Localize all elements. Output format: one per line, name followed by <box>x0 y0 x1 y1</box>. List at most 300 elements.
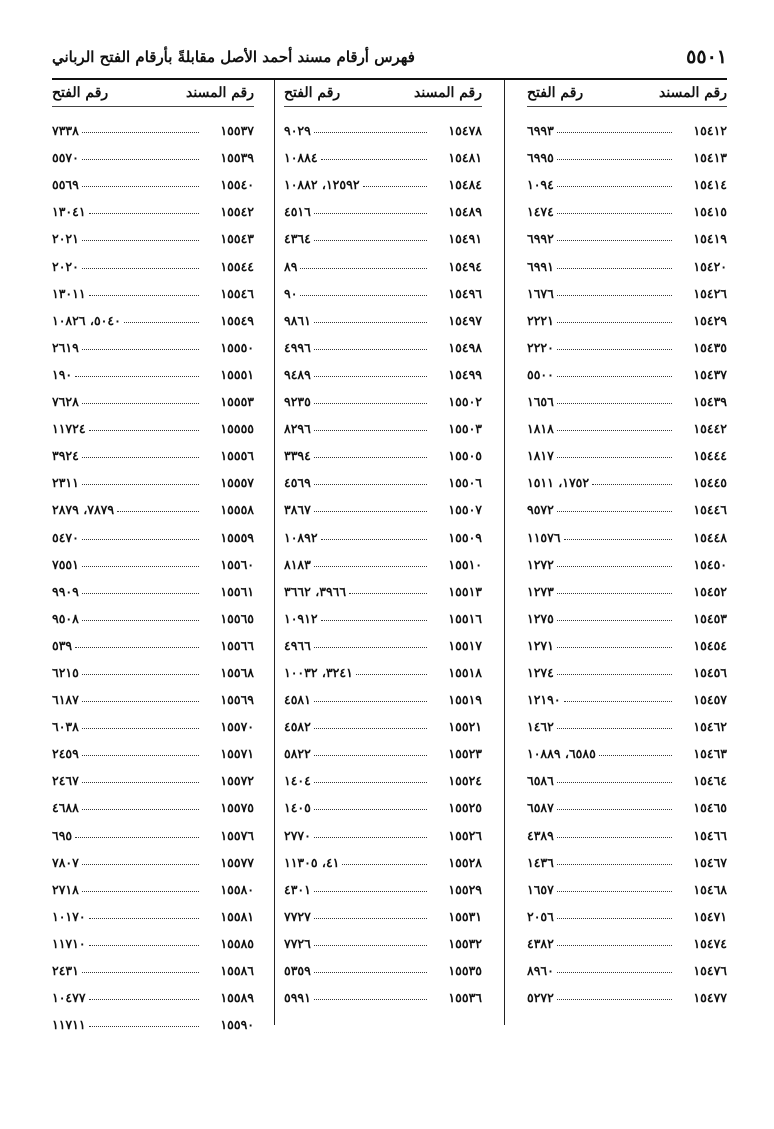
fath-number: ١٤٧٤ <box>527 204 554 220</box>
musnad-number: ١٥٤١٥ <box>693 204 727 220</box>
index-row <box>52 897 254 924</box>
dot-leader <box>82 864 199 865</box>
fath-number: ٥٤٧٠ <box>52 529 79 545</box>
column-header <box>527 80 727 107</box>
musnad-number: ١٥٥٣١ <box>448 908 482 924</box>
dot-leader <box>557 647 672 648</box>
index-row <box>527 490 727 517</box>
musnad-number: ١٥٤١٤ <box>693 177 727 193</box>
index-row <box>527 192 727 219</box>
musnad-number: ١٥٤٣٥ <box>693 339 727 355</box>
musnad-number: ١٥٤٦٤ <box>693 773 727 789</box>
dot-leader <box>557 322 672 323</box>
musnad-heading: رقم المسند <box>186 85 254 101</box>
musnad-number: ١٥٤٩١ <box>448 231 482 247</box>
index-row <box>527 111 727 138</box>
musnad-number: ١٥٥١٧ <box>448 637 482 653</box>
fath-number: ١١٧١٠ <box>52 935 86 951</box>
index-row <box>284 870 482 897</box>
fath-number: ٦٥٨٧ <box>527 800 554 816</box>
musnad-number: ١٥٤١٢ <box>693 123 727 139</box>
dot-leader <box>314 837 427 838</box>
running-title: فهرس أرقام مسند أحمد الأصل مقابلةً بأرقام الفتح الرباني <box>52 48 415 66</box>
musnad-number: ١٥٥٧٦ <box>220 827 254 843</box>
fath-number: ١٢٧١ <box>527 637 554 653</box>
fath-number: ٦٠٣٨ <box>52 719 79 735</box>
fath-number: ١٦٧٦ <box>527 285 554 301</box>
musnad-number: ١٥٥٦٦ <box>220 637 254 653</box>
fath-number: ٤٣٨٢ <box>527 935 554 951</box>
fath-number: ٤٩٩٦ <box>284 339 311 355</box>
index-row <box>527 274 727 301</box>
fath-number: ٥٣٥٩ <box>284 963 311 978</box>
fath-number: ٣٩٦٦، ٣٦٦٢ <box>284 583 347 599</box>
musnad-number: ١٥٥٢١ <box>448 719 482 735</box>
dot-leader <box>314 457 427 458</box>
musnad-number: ١٥٥٥٧ <box>220 475 254 491</box>
musnad-number: ١٥٥٨٠ <box>220 881 254 897</box>
musnad-number: ١٥٤٥٤ <box>693 637 727 653</box>
index-row <box>527 165 727 192</box>
index-row <box>52 572 254 599</box>
index-row <box>527 951 727 978</box>
musnad-number: ١٥٥١٦ <box>448 610 482 626</box>
fath-number: ١٠٩٤ <box>527 177 554 193</box>
dot-leader <box>314 322 427 323</box>
dot-leader <box>82 891 199 892</box>
index-row <box>284 626 482 653</box>
dot-leader <box>314 213 427 214</box>
index-row <box>527 328 727 355</box>
musnad-number: ١٥٥٥٩ <box>220 529 254 545</box>
index-columns <box>52 80 727 1110</box>
fath-number: ٦٢١٥ <box>52 664 79 680</box>
index-row <box>52 165 254 192</box>
index-row <box>52 246 254 273</box>
musnad-number: ١٥٥٦١ <box>220 583 254 599</box>
fath-number: ٢٧١٨ <box>52 881 79 897</box>
dot-leader <box>314 566 427 567</box>
index-row <box>527 707 727 734</box>
index-row <box>52 978 254 1005</box>
dot-leader <box>557 837 672 838</box>
dot-leader <box>89 1026 199 1027</box>
index-row <box>52 707 254 734</box>
fath-number: ١٦٥٧ <box>527 881 554 897</box>
fath-number: ٢٧٧٠ <box>284 827 311 843</box>
fath-number: ٤٥١٦ <box>284 204 311 220</box>
musnad-number: ١٥٥١٨ <box>448 664 482 680</box>
column-divider <box>274 80 275 1025</box>
fath-number: ٥٩٩١ <box>284 990 311 1006</box>
dot-leader <box>82 132 199 133</box>
fath-number: ٤٣٨٩ <box>527 827 554 843</box>
dot-leader <box>557 864 672 865</box>
dot-leader <box>314 891 427 892</box>
musnad-number: ١٥٤٤٦ <box>693 502 727 518</box>
musnad-number: ١٥٥٨١ <box>220 908 254 924</box>
musnad-number: ١٥٤٩٤ <box>448 258 482 274</box>
fath-number: ٦٥٨٥، ١٠٨٨٩ <box>527 746 596 762</box>
musnad-number: ١٥٥١٣ <box>448 583 482 599</box>
musnad-number: ١٥٤٥٠ <box>693 556 727 572</box>
dot-leader <box>349 593 427 594</box>
fath-number: ١٤٠٤ <box>284 773 311 789</box>
fath-number: ١٤٠٥ <box>284 800 311 816</box>
fath-number: ٨٩ <box>284 258 298 274</box>
index-row <box>52 870 254 897</box>
index-row <box>52 545 254 572</box>
dot-leader <box>117 511 199 512</box>
fath-number: ٥٥٧٠ <box>52 150 79 166</box>
index-row <box>284 517 482 544</box>
fath-number: ١٦٥٦ <box>527 394 554 410</box>
index-row <box>527 897 727 924</box>
musnad-number: ١٥٤٧٤ <box>693 935 727 951</box>
index-row <box>527 626 727 653</box>
musnad-number: ١٥٤٧٦ <box>693 963 727 978</box>
dot-leader <box>557 213 672 214</box>
fath-number: ١٢١٩٠ <box>527 692 561 708</box>
musnad-number: ١٥٤٦٦ <box>693 827 727 843</box>
dot-leader <box>363 186 427 187</box>
fath-number: ٥٥٠٠ <box>527 366 554 382</box>
musnad-number: ١٥٤٨٤ <box>448 177 482 193</box>
fath-number: ١١٧١١ <box>52 1017 86 1033</box>
musnad-number: ١٥٥٢٦ <box>448 827 482 843</box>
fath-number: ١٩٠ <box>52 366 73 382</box>
musnad-number: ١٥٤٩٧ <box>448 312 482 328</box>
index-row <box>52 680 254 707</box>
musnad-number: ١٥٥٤٦ <box>220 285 254 301</box>
dot-leader <box>314 240 427 241</box>
dot-leader <box>557 728 672 729</box>
fath-number: ٩٩٠٩ <box>52 583 79 599</box>
fath-number: ٤٥٦٩ <box>284 475 311 491</box>
rows <box>527 111 727 1005</box>
fath-number: ١٢٧٤ <box>527 664 554 680</box>
fath-number: ٩٤٨٩ <box>284 366 311 382</box>
fath-number: ٤٥٨٢ <box>284 719 311 735</box>
musnad-number: ١٥٥٦٠ <box>220 556 254 572</box>
index-row <box>284 165 482 192</box>
dot-leader <box>314 755 427 756</box>
fath-number: ١٢٧٣ <box>527 583 554 599</box>
musnad-number: ١٥٥٨٩ <box>220 990 254 1006</box>
dot-leader <box>557 349 672 350</box>
fath-number: ٤٥٨١ <box>284 692 311 708</box>
fath-number: ٧٣٣٨ <box>52 123 79 139</box>
fath-number: ٤٦٨٨ <box>52 800 79 816</box>
musnad-number: ١٥٥٨٦ <box>220 963 254 978</box>
fath-number: ١٢٧٢ <box>527 556 554 572</box>
index-row <box>52 138 254 165</box>
rows <box>52 111 254 1032</box>
fath-number: ٩٠٢٩ <box>284 123 311 139</box>
fath-number: ٦٩٥ <box>52 827 73 843</box>
index-row <box>284 761 482 788</box>
dot-leader <box>557 186 672 187</box>
fath-number: ٣٨٦٧ <box>284 502 311 518</box>
fath-heading: رقم الفتح <box>284 85 341 101</box>
index-row <box>284 246 482 273</box>
fath-number: ١٠٨٨٤ <box>284 150 318 166</box>
dot-leader <box>592 484 672 485</box>
index-row <box>284 382 482 409</box>
index-row <box>52 788 254 815</box>
index-row <box>527 734 727 761</box>
fath-number: ٩٨٦١ <box>284 312 311 328</box>
fath-number: ٦٥٨٦ <box>527 773 554 789</box>
dot-leader <box>82 972 199 973</box>
index-row <box>284 436 482 463</box>
index-row <box>52 111 254 138</box>
dot-leader <box>89 918 199 919</box>
musnad-number: ١٥٥٥٨ <box>220 502 254 518</box>
rows <box>284 111 482 1005</box>
fath-number: ٧٨٠٧ <box>52 854 79 870</box>
index-row <box>284 572 482 599</box>
index-row <box>284 978 482 1005</box>
musnad-number: ١٥٥٧١ <box>220 746 254 762</box>
musnad-heading: رقم المسند <box>659 85 727 101</box>
dot-leader <box>82 782 199 783</box>
fath-number: ١٢٥٩٢، ١٠٨٨٢ <box>284 177 360 193</box>
dot-leader <box>82 593 199 594</box>
musnad-number: ١٥٤٥٣ <box>693 610 727 626</box>
fath-number: ٣٩٢٤ <box>52 448 79 464</box>
index-row <box>284 680 482 707</box>
dot-leader <box>321 159 427 160</box>
index-row <box>527 924 727 951</box>
musnad-number: ١٥٤٥٢ <box>693 583 727 599</box>
fath-number: ١٠١٧٠ <box>52 908 86 924</box>
musnad-number: ١٥٥٣٦ <box>448 990 482 1006</box>
index-row <box>52 761 254 788</box>
index-row <box>527 653 727 680</box>
musnad-number: ١٥٤٦٢ <box>693 719 727 735</box>
index-row <box>284 734 482 761</box>
musnad-number: ١٥٥٠٩ <box>448 529 482 545</box>
musnad-number: ١٥٥٦٩ <box>220 692 254 708</box>
musnad-number: ١٥٥٠٣ <box>448 421 482 437</box>
fath-number: ٧٧٢٧ <box>284 908 311 924</box>
dot-leader <box>557 132 672 133</box>
index-row <box>52 734 254 761</box>
index-row <box>52 843 254 870</box>
dot-leader <box>321 539 427 540</box>
musnad-number: ١٥٥٥٥ <box>220 421 254 437</box>
musnad-number: ١٥٤٢٠ <box>693 258 727 274</box>
index-row <box>527 599 727 626</box>
index-row <box>284 192 482 219</box>
index-row <box>527 138 727 165</box>
index-row <box>284 707 482 734</box>
index-row <box>527 815 727 842</box>
musnad-number: ١٥٥٢٩ <box>448 881 482 897</box>
dot-leader <box>82 755 199 756</box>
dot-leader <box>314 349 427 350</box>
index-row <box>52 409 254 436</box>
index-row <box>52 490 254 517</box>
fath-number: ٦١٨٧ <box>52 692 79 708</box>
index-row <box>527 219 727 246</box>
fath-number: ١٧٥٢، ١٥١١ <box>527 475 590 491</box>
dot-leader <box>356 674 427 675</box>
musnad-number: ١٥٤٣٧ <box>693 366 727 382</box>
fath-number: ٢٠٥٦ <box>527 908 554 924</box>
fath-number: ٥٥٦٩ <box>52 177 79 193</box>
musnad-number: ١٥٤٦٥ <box>693 800 727 816</box>
dot-leader <box>557 376 672 377</box>
musnad-number: ١٥٥٥٦ <box>220 448 254 464</box>
fath-number: ٤١، ١١٣٠٥ <box>284 854 340 870</box>
dot-leader <box>314 430 427 431</box>
index-row <box>527 680 727 707</box>
dot-leader <box>89 213 199 214</box>
dot-leader <box>300 295 427 296</box>
fath-number: ٩٥٧٢ <box>527 502 554 518</box>
dot-leader <box>314 945 427 946</box>
index-row <box>52 301 254 328</box>
index-row <box>284 219 482 246</box>
fath-number: ٦٩٩٢ <box>527 231 554 247</box>
dot-leader <box>82 728 199 729</box>
fath-number: ٢٠٢٠ <box>52 258 79 274</box>
musnad-number: ١٥٥٠٢ <box>448 394 482 410</box>
dot-leader <box>82 240 199 241</box>
fath-number: ٢٠٢١ <box>52 231 79 247</box>
index-row <box>284 897 482 924</box>
fath-number: ١٢٧٥ <box>527 610 554 626</box>
fath-number: ١٨١٧ <box>527 448 554 464</box>
index-row <box>284 788 482 815</box>
musnad-number: ١٥٥٤٩ <box>220 312 254 328</box>
dot-leader <box>342 864 427 865</box>
index-row <box>284 545 482 572</box>
musnad-number: ١٥٤٧٧ <box>693 990 727 1006</box>
fath-number: ١١٥٧٦ <box>527 529 561 545</box>
index-row <box>284 653 482 680</box>
index-row <box>52 328 254 355</box>
dot-leader <box>82 349 199 350</box>
page-header <box>52 38 727 78</box>
dot-leader <box>314 647 427 648</box>
dot-leader <box>314 728 427 729</box>
index-row <box>52 626 254 653</box>
musnad-number: ١٥٤٤٤ <box>693 448 727 464</box>
index-row <box>52 924 254 951</box>
dot-leader <box>124 322 199 323</box>
index-row <box>52 355 254 382</box>
musnad-number: ١٥٥٢٣ <box>448 746 482 762</box>
fath-number: ٥٣٩ <box>52 637 73 653</box>
musnad-number: ١٥٥٠٧ <box>448 502 482 518</box>
dot-leader <box>89 295 199 296</box>
fath-number: ٨١٨٣ <box>284 556 311 572</box>
fath-number: ٢٢٢١ <box>527 312 554 328</box>
index-row <box>52 436 254 463</box>
dot-leader <box>599 755 672 756</box>
dot-leader <box>557 403 672 404</box>
column-header <box>52 80 254 107</box>
dot-leader <box>557 674 672 675</box>
dot-leader <box>82 566 199 567</box>
index-row <box>284 274 482 301</box>
musnad-number: ١٥٤٧١ <box>693 908 727 924</box>
dot-leader <box>557 457 672 458</box>
dot-leader <box>75 647 199 648</box>
musnad-number: ١٥٤٤٨ <box>693 529 727 545</box>
musnad-number: ١٥٥٧٧ <box>220 854 254 870</box>
dot-leader <box>300 268 427 269</box>
musnad-number: ١٥٤٧٨ <box>448 123 482 139</box>
column-header <box>284 80 482 107</box>
index-row <box>527 517 727 544</box>
dot-leader <box>82 186 199 187</box>
musnad-number: ١٥٥٤٢ <box>220 204 254 220</box>
dot-leader <box>82 620 199 621</box>
musnad-number: ١٥٥٧٥ <box>220 800 254 816</box>
musnad-number: ١٥٥٩٠ <box>220 1017 254 1033</box>
index-row <box>527 761 727 788</box>
index-row <box>527 843 727 870</box>
dot-leader <box>314 511 427 512</box>
dot-leader <box>557 891 672 892</box>
dot-leader <box>82 159 199 160</box>
dot-leader <box>82 674 199 675</box>
musnad-number: ١٥٤٣٩ <box>693 394 727 410</box>
musnad-number: ١٥٥٣٥ <box>448 963 482 978</box>
musnad-number: ١٥٥٤٤ <box>220 258 254 274</box>
musnad-number: ١٥٤٢٦ <box>693 285 727 301</box>
musnad-number: ١٥٥٤٠ <box>220 177 254 193</box>
dot-leader <box>75 837 199 838</box>
dot-leader <box>314 376 427 377</box>
dot-leader <box>557 295 672 296</box>
dot-leader <box>557 809 672 810</box>
index-row <box>527 436 727 463</box>
index-row <box>284 490 482 517</box>
index-row <box>284 951 482 978</box>
index-row <box>527 246 727 273</box>
musnad-number: ١٥٤٩٩ <box>448 366 482 382</box>
fath-number: ٥٨٢٢ <box>284 746 311 762</box>
dot-leader <box>557 972 672 973</box>
index-row <box>527 355 727 382</box>
fath-number: ٢٤٣١ <box>52 963 79 978</box>
dot-leader <box>89 999 199 1000</box>
dot-leader <box>557 511 672 512</box>
dot-leader <box>314 809 427 810</box>
dot-leader <box>82 484 199 485</box>
index-column-1 <box>527 80 727 1025</box>
dot-leader <box>82 809 199 810</box>
musnad-number: ١٥٤٦٣ <box>693 746 727 762</box>
musnad-number: ١٥٤٦٨ <box>693 881 727 897</box>
musnad-number: ١٥٥٠٦ <box>448 475 482 491</box>
column-divider <box>504 80 505 1025</box>
index-column-3 <box>52 80 254 1033</box>
index-row <box>284 463 482 490</box>
fath-number: ٧٧٢٦ <box>284 935 311 951</box>
fath-number: ٩٢٣٥ <box>284 394 311 410</box>
dot-leader <box>89 430 199 431</box>
musnad-heading: رقم المسند <box>414 85 482 101</box>
fath-number: ٦٩٩١ <box>527 258 554 274</box>
musnad-number: ١٥٥٣٧ <box>220 123 254 139</box>
fath-number: ٢٤٦٧ <box>52 773 79 789</box>
